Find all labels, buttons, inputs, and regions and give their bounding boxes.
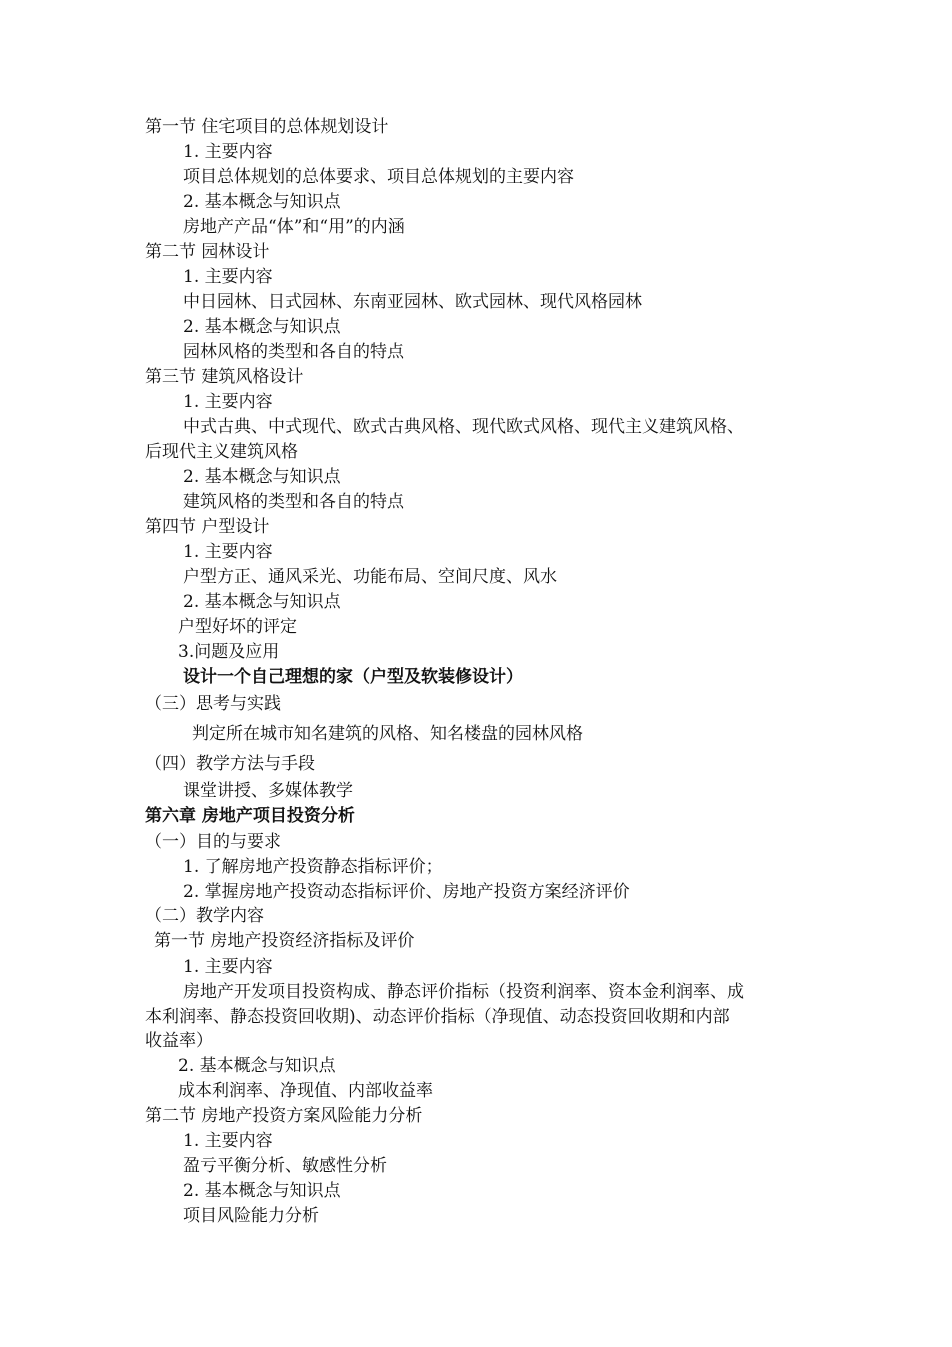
ch6-sec1-main-content-text-cont-1: 本利润率、静态投资回收期)、动态评价指标（净现值、动态投资回收期和内部: [145, 1007, 730, 1027]
sec4-main-content-label: 1. 主要内容: [183, 542, 273, 562]
sec4-concepts-text: 户型好坏的评定: [178, 617, 297, 637]
sec3-concepts-label: 2. 基本概念与知识点: [183, 467, 341, 487]
sec2-concepts-text: 园林风格的类型和各自的特点: [183, 342, 404, 362]
ch6-section-1-heading: 第一节 房地产投资经济指标及评价: [154, 931, 415, 951]
sec3-concepts-text: 建筑风格的类型和各自的特点: [183, 492, 404, 512]
ch6-section-2-heading: 第二节 房地产投资方案风险能力分析: [145, 1106, 423, 1126]
section-1-1-heading: 第一节 住宅项目的总体规划设计: [145, 117, 389, 137]
ch6-objective-2: 2. 掌握房地产投资动态指标评价、房地产投资方案经济评价: [183, 882, 630, 902]
sec3-main-content-text: 中式古典、中式现代、欧式古典风格、现代欧式风格、现代主义建筑风格、: [183, 417, 744, 437]
ch6-sec1-main-content-text-cont-2: 收益率）: [145, 1031, 213, 1051]
ch6-sec1-concepts-text: 成本利润率、净现值、内部收益率: [178, 1081, 433, 1101]
sec1-concepts-text: 房地产产品“体”和“用”的内涵: [183, 217, 405, 237]
sec2-main-content-text: 中日园林、日式园林、东南亚园林、欧式园林、现代风格园林: [183, 292, 642, 312]
chapter-6-heading: 第六章 房地产项目投资分析: [145, 806, 355, 826]
ch6-objectives-heading: （一）目的与要求: [145, 832, 281, 852]
ch6-objective-1: 1. 了解房地产投资静态指标评价；: [183, 857, 443, 877]
ch6-sec2-main-content-text: 盈亏平衡分析、敏感性分析: [183, 1156, 387, 1176]
sec3-main-content-text-cont: 后现代主义建筑风格: [145, 442, 298, 462]
sec1-main-content-label: 1. 主要内容: [183, 142, 273, 162]
thinking-practice-text: 判定所在城市知名建筑的风格、知名楼盘的园林风格: [192, 724, 583, 744]
teaching-methods-text: 课堂讲授、多媒体教学: [183, 781, 353, 801]
ch6-sec1-concepts-label: 2. 基本概念与知识点: [178, 1056, 336, 1076]
teaching-methods-heading: （四）教学方法与手段: [145, 754, 315, 774]
ch6-sec2-concepts-text: 项目风险能力分析: [183, 1206, 319, 1226]
section-1-2-heading: 第二节 园林设计: [145, 242, 270, 262]
thinking-practice-heading: （三）思考与实践: [145, 694, 281, 714]
ch6-sec2-main-content-label: 1. 主要内容: [183, 1131, 273, 1151]
sec2-main-content-label: 1. 主要内容: [183, 267, 273, 287]
section-1-3-heading: 第三节 建筑风格设计: [145, 367, 304, 387]
sec4-application-label: 3.问题及应用: [178, 642, 280, 662]
sec1-main-content-text: 项目总体规划的总体要求、项目总体规划的主要内容: [183, 167, 574, 187]
ch6-sec1-main-content-text: 房地产开发项目投资构成、静态评价指标（投资利润率、资本金利润率、成: [183, 982, 744, 1002]
ch6-sec2-concepts-label: 2. 基本概念与知识点: [183, 1181, 341, 1201]
sec2-concepts-label: 2. 基本概念与知识点: [183, 317, 341, 337]
ch6-sec1-main-content-label: 1. 主要内容: [183, 957, 273, 977]
sec3-main-content-label: 1. 主要内容: [183, 392, 273, 412]
sec4-concepts-label: 2. 基本概念与知识点: [183, 592, 341, 612]
sec4-main-content-text: 户型方正、通风采光、功能布局、空间尺度、风水: [183, 567, 557, 587]
sec1-concepts-label: 2. 基本概念与知识点: [183, 192, 341, 212]
section-1-4-heading: 第四节 户型设计: [145, 517, 270, 537]
ch6-teaching-content-heading: （二）教学内容: [145, 906, 264, 926]
sec4-application-task: 设计一个自己理想的家（户型及软装修设计）: [183, 667, 523, 687]
